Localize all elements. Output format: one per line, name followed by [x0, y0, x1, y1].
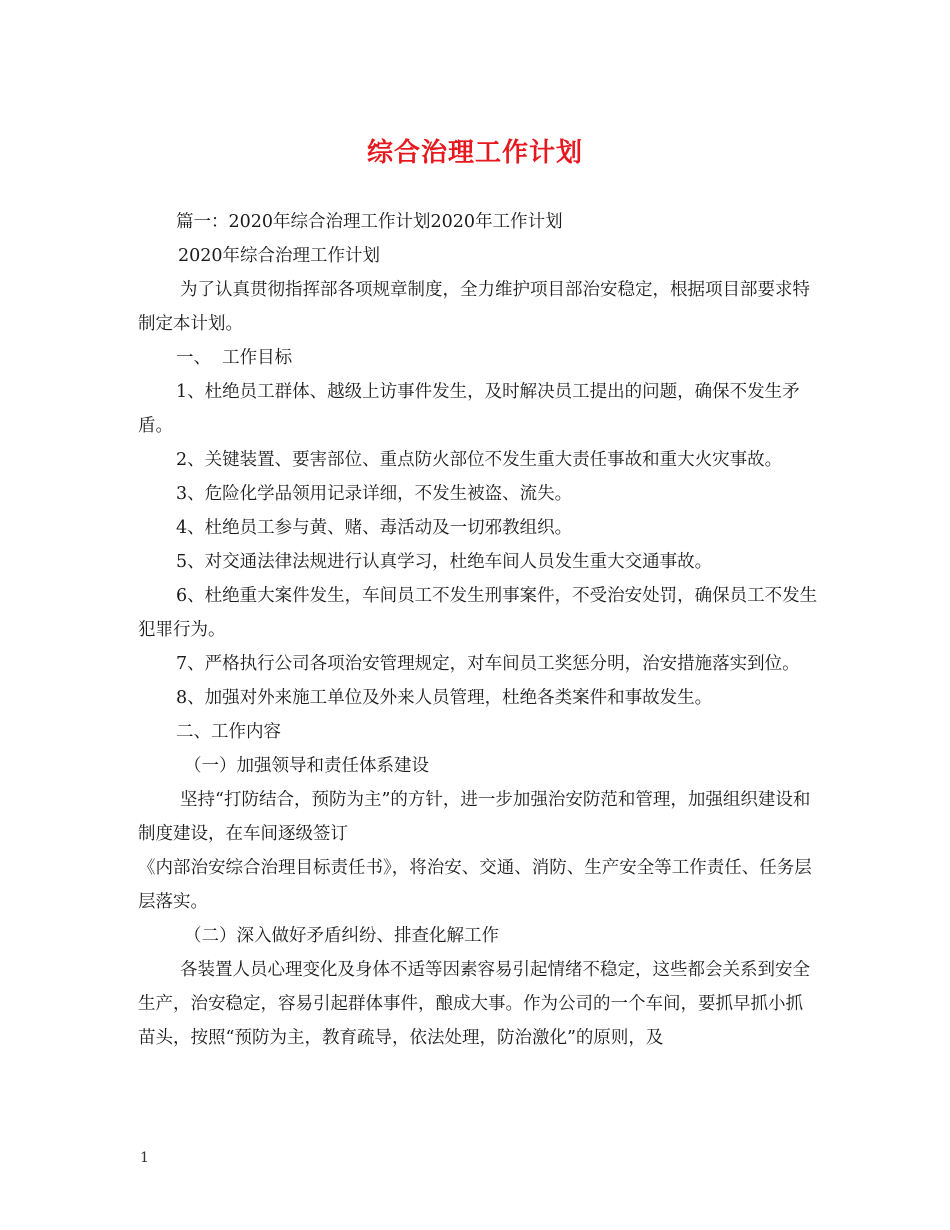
goal-item-2: 2、关键装置、要害部位、重点防火部位不发生重大责任事故和重大火灾事故。 [176, 450, 783, 470]
section-heading-goals: 一、 工作目标 [176, 348, 293, 368]
goal-item-7: 7、严格执行公司各项治安管理规定，对车间员工奖惩分明，治安措施落实到位。 [176, 654, 800, 674]
intro-paragraph: 为了认真贯彻指挥部各项规章制度，全力维护项目部治安稳定，根据项目部要求特制定本计划。 [138, 280, 810, 334]
subsection-heading-2: （二）深入做好矛盾纠纷、排查化解工作 [184, 926, 499, 946]
goal-item-1: 1、杜绝员工群体、越级上访事件发生，及时解决员工提出的问题，确保不发生矛盾。 [138, 382, 800, 436]
subsection-heading-1: （一）加强领导和责任体系建设 [184, 756, 429, 776]
goal-item-6: 6、杜绝重大案件发生，车间员工不发生刑事案件，不受治安处罚，确保员工不发生犯罪行为。 [138, 586, 818, 640]
section-heading-content: 二、工作内容 [176, 722, 281, 742]
content-paragraph-3: 各装置人员心理变化及身体不适等因素容易引起情绪不稳定，这些都会关系到安全生产，治安稳定，容易引起群体事件，酿成大事。作为公司的一个车间，要抓早抓小抓苗头，按照“预防为主，教育疏导，依法处理，防治激化”的原则，及 [138, 960, 810, 1048]
goal-item-5: 5、对交通法律法规进行认真学习，杜绝车间人员发生重大交通事故。 [176, 552, 713, 572]
content-paragraph-2: 《内部治安综合治理目标责任书》，将治安、交通、消防、生产安全等工作责任、任务层层落实。 [138, 858, 812, 912]
goal-item-4: 4、杜绝员工参与黄、赌、毒活动及一切邪教组织。 [176, 518, 573, 538]
page-number: 1 [140, 1150, 149, 1166]
goal-item-3: 3、危险化学品领用记录详细，不发生被盗、流失。 [176, 484, 573, 504]
goal-item-8: 8、加强对外来施工单位及外来人员管理，杜绝各类案件和事故发生。 [176, 688, 713, 708]
document-title: 综合治理工作计划 [366, 138, 583, 168]
article-heading: 篇一：2020年综合治理工作计划2020年工作计划 [176, 212, 563, 232]
plan-subtitle: 2020年综合治理工作计划 [178, 246, 381, 266]
document-body [138, 205, 818, 1055]
content-paragraph-1: 坚持“打防结合，预防为主”的方针，进一步加强治安防范和管理，加强组织建设和制度建设，在车间逐级签订 [138, 790, 811, 844]
